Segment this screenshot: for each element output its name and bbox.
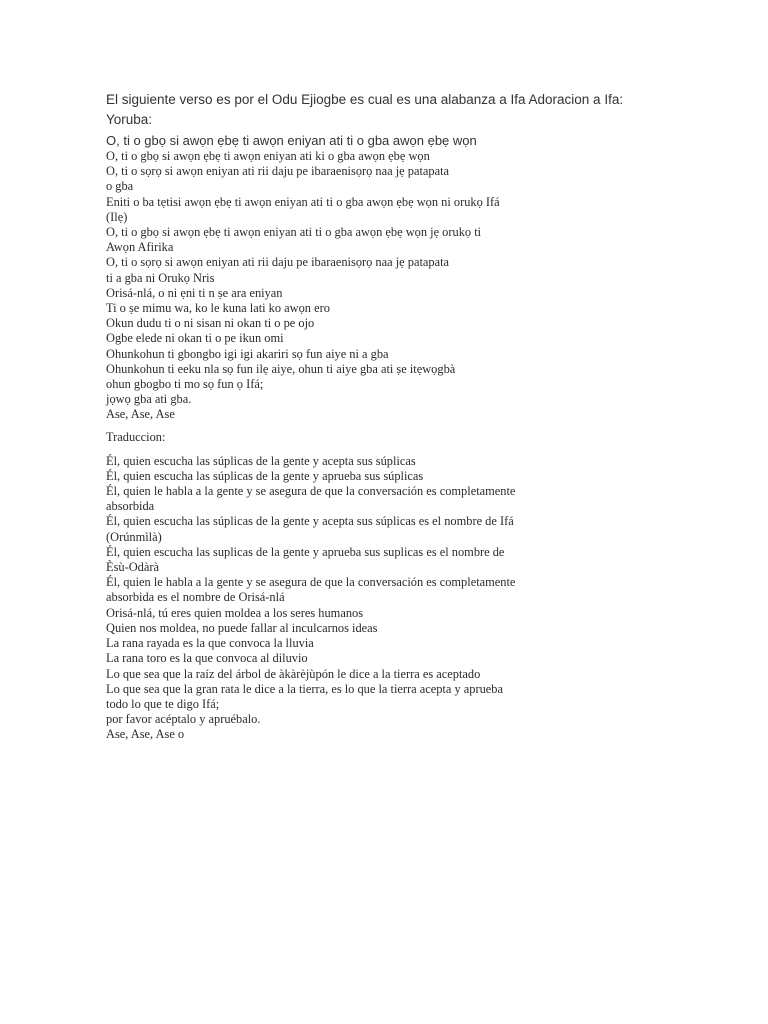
yoruba-line: O, ti o gbọ si awọn ẹbẹ ti awọn eniyan ati ti o gba awọn ẹbẹ wọn (106, 133, 477, 148)
yoruba-line: Ti o ṣe mimu wa, ko le kuna lati ko awọn ero (106, 301, 330, 316)
spanish-translation (106, 454, 746, 743)
translation-line: absorbida es el nombre de Orisá-nlá (106, 590, 285, 605)
translation-line: Quien nos moldea, no puede fallar al inculcarnos ideas (106, 620, 378, 635)
translation-line: Él, quien escucha las súplicas de la gente y aprueba sus súplicas (106, 468, 424, 483)
translation-line: Lo que sea que la gran rata le dice a la tierra, es lo que la tierra acepta y aprueba (106, 681, 503, 696)
yoruba-line: (Ilẹ) (106, 209, 128, 224)
yoruba-line: O, ti o gbọ si awọn ẹbẹ ti awọn eniyan ati ti o gba awọn ẹbẹ wọn jẹ orukọ ti (106, 225, 482, 240)
translation-line: Él, quien le habla a la gente y se asegura de que la conversación es completamente (106, 575, 516, 590)
translation-line: Él, quien escucha las súplicas de la gente y acepta sus súplicas es el nombre de Ifá (106, 514, 514, 529)
translation-line: La rana toro es la que convoca al diluvio (106, 651, 308, 666)
document-title: El siguiente verso es por el Odu Ejiogbe es cual es una alabanza a Ifa Adoracion a Ifa: (106, 92, 624, 107)
document-page (106, 90, 746, 743)
yoruba-line: ohun gbogbo ti mo sọ fun ọ Ifá; (106, 377, 264, 392)
translation-line: Ase, Ase, Ase o (106, 727, 185, 742)
translation-line: Orisá-nlá, tú eres quien moldea a los seres humanos (106, 605, 364, 620)
translation-line: Él, quien escucha las súplicas de la gente y acepta sus súplicas (106, 453, 416, 468)
translation-line: todo lo que te digo Ifá; (106, 696, 220, 711)
yoruba-line: Ogbe elede ni okan ti o pe ikun omi (106, 331, 284, 346)
translation-line: Lo que sea que la raíz del árbol de àkàrèjùpón le dice a la tierra es aceptado (106, 666, 481, 681)
yoruba-label: Yoruba: (106, 112, 153, 127)
yoruba-line: O, ti o sọrọ si awọn eniyan ati rii daju pe ibaraenisọrọ naa jẹ patapata (106, 255, 450, 270)
translation-line: (Orúnmìlà) (106, 529, 162, 544)
yoruba-line: Awọn Afirika (106, 240, 174, 255)
yoruba-line: ti a gba ni Orukọ Nris (106, 270, 215, 285)
yoruba-line: Ohunkohun ti eeku nla sọ fun ilẹ aiye, ohun ti aiye gba ati ṣe itẹwọgbà (106, 361, 456, 376)
yoruba-line: O, ti o gbọ si awọn ẹbẹ ti awọn eniyan ati ki o gba awọn ẹbẹ wọn (106, 149, 430, 163)
translation-line: por favor acéptalo y apruébalo. (106, 712, 261, 727)
yoruba-line: O, ti o sọrọ si awọn eniyan ati rii daju pe ibaraenisọrọ naa jẹ patapata (106, 164, 450, 179)
yoruba-line: Ohunkohun ti gbongbo igi igi akariri sọ fun aiye ni a gba (106, 346, 389, 361)
translation-line: absorbida (106, 499, 155, 514)
yoruba-line: Ase, Ase, Ase (106, 407, 175, 422)
translation-line: Él, quien escucha las suplicas de la gente y aprueba sus suplicas es el nombre de (106, 544, 505, 559)
translation-line: Él, quien le habla a la gente y se asegura de que la conversación es completamente (106, 484, 516, 499)
yoruba-line: jọwọ gba ati gba. (106, 392, 192, 407)
yoruba-verse (106, 133, 746, 423)
translation-line: La rana rayada es la que convoca la lluvia (106, 636, 314, 651)
translation-label: Traduccion: (106, 429, 166, 444)
yoruba-line: Okun dudu ti o ni sisan ni okan ti o pe ojo (106, 316, 315, 331)
translation-line: Èsù-Odàrà (106, 560, 159, 575)
yoruba-line: Orisá-nlá, o ni ẹni ti n ṣe ara eniyan (106, 285, 283, 300)
yoruba-line: o gba (106, 179, 134, 194)
yoruba-line: Eniti o ba tẹtisi awọn ẹbẹ ti awọn eniyan ati ti o gba awọn ẹbẹ wọn ni orukọ Ifá (106, 194, 500, 209)
